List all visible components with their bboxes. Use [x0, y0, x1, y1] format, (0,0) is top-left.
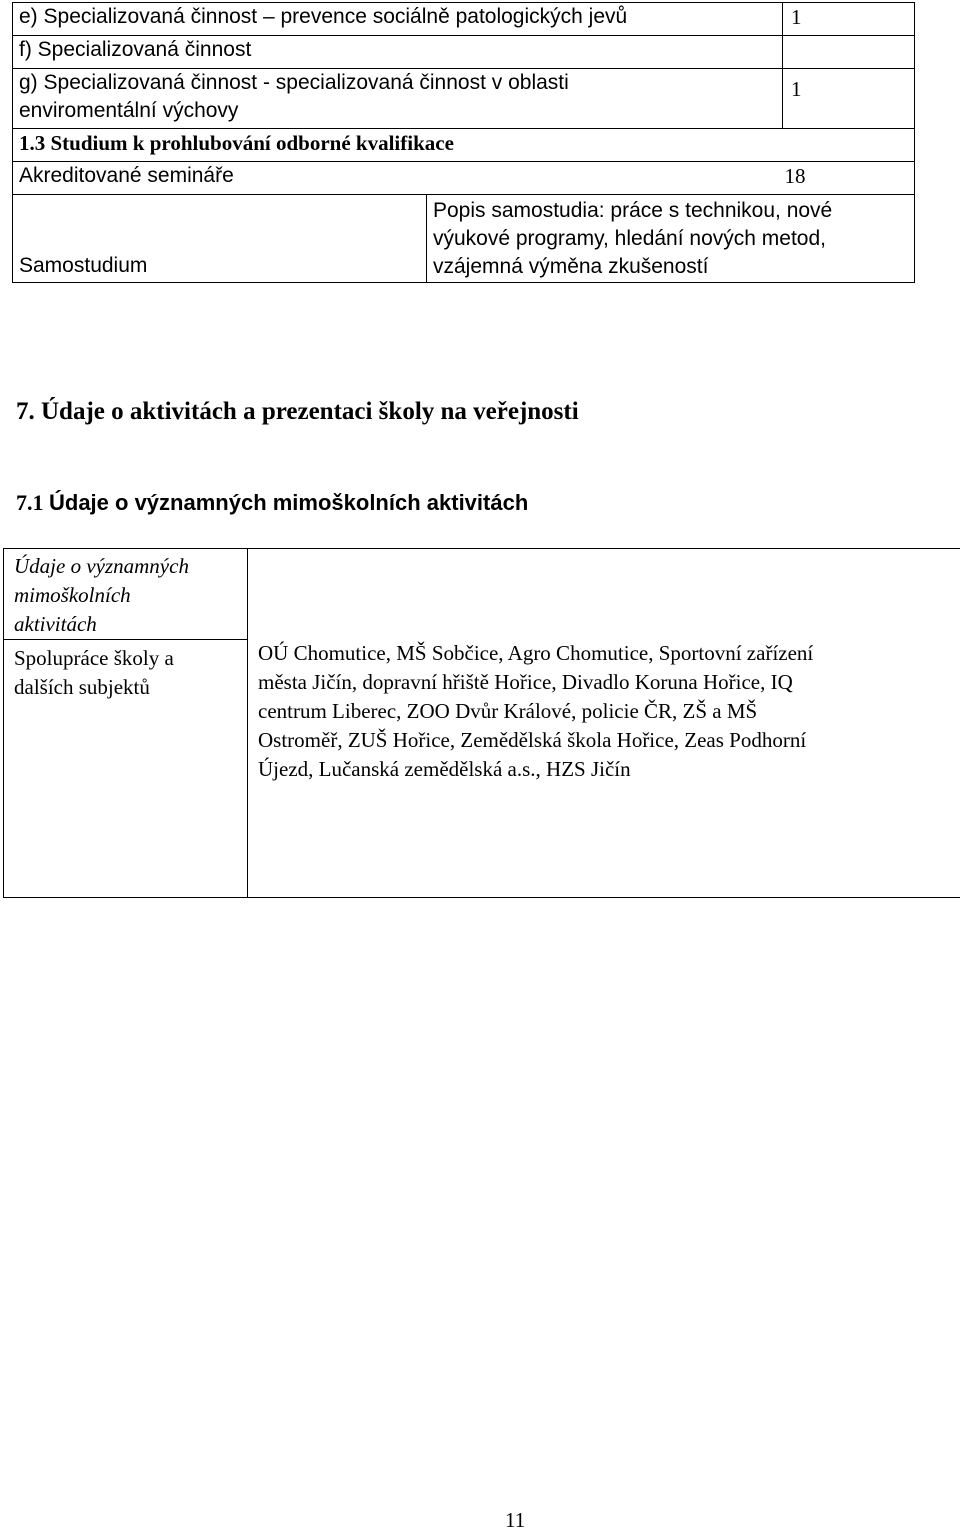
row-g-label-line1: g) Specializovaná činnost - specializovaná činnost v oblasti	[19, 69, 782, 97]
partners-line2: města Jičín, dopravní hřiště Hořice, Divadlo Koruna Hořice, IQ	[258, 668, 960, 697]
section-7-1-title: Údaje o významných mimoškolních aktivitách	[49, 490, 528, 515]
self-study-desc-line3: vzájemná výměna zkušeností	[433, 253, 914, 281]
table-row	[13, 129, 915, 162]
self-study-label: Samostudium	[13, 195, 427, 283]
section-7-heading: 7. Údaje o aktivitách a prezentaci školy na veřejnosti	[16, 398, 579, 426]
section-7-1-number: 7.1	[16, 490, 44, 515]
activities-header-line2: mimoškolních	[14, 581, 247, 610]
row-g-value: 1	[783, 69, 915, 129]
self-study-description	[427, 195, 915, 283]
partners-line4: Ostroměř, ZUŠ Hořice, Zemědělská škola Hořice, Zeas Podhorní	[258, 726, 960, 755]
row-f-value	[783, 36, 915, 69]
partners-line5: Újezd, Lučanská zemědělská a.s., HZS Jičín	[258, 755, 960, 784]
section-1-3-heading: 1.3 Studium k prohlubování odborné kvalifikace	[13, 129, 915, 162]
qualification-table	[12, 2, 915, 283]
activities-header-line3: aktivitách	[14, 610, 247, 639]
table-row	[13, 3, 915, 36]
section-7-1-heading	[16, 490, 528, 516]
partners-line3: centrum Liberec, ZOO Dvůr Králové, policie ČR, ZŠ a MŠ	[258, 697, 960, 726]
activities-table	[3, 548, 960, 898]
row-e-value: 1	[783, 3, 915, 36]
self-study-desc-line1: Popis samostudia: práce s technikou, nové	[433, 197, 914, 225]
self-study-desc-line2: výukové programy, hledání nových metod,	[433, 225, 914, 253]
row-f-label: f) Specializovaná činnost	[13, 36, 783, 69]
table-row	[13, 36, 915, 69]
accredited-value: 18	[783, 162, 915, 195]
partners-cell	[248, 549, 960, 898]
cooperation-line1: Spolupráce školy a	[14, 644, 247, 673]
table-row	[13, 69, 915, 129]
row-e-label: e) Specializovaná činnost – prevence sociálně patologických jevů	[13, 3, 783, 36]
row-g-label-line2: enviromentální výchovy	[19, 97, 782, 125]
table-row	[13, 162, 915, 195]
table-row	[13, 195, 915, 283]
table-row	[4, 549, 960, 640]
partners-line1: OÚ Chomutice, MŠ Sobčice, Agro Chomutice, Sportovní zařízení	[258, 639, 960, 668]
cooperation-line2: dalších subjektů	[14, 673, 247, 702]
activities-header-cell	[4, 549, 248, 640]
page-number: 11	[505, 1508, 525, 1533]
row-g-label	[13, 69, 783, 129]
activities-header-line1: Údaje o významných	[14, 552, 247, 581]
cooperation-cell	[4, 640, 248, 898]
accredited-label: Akreditované semináře	[13, 162, 783, 195]
